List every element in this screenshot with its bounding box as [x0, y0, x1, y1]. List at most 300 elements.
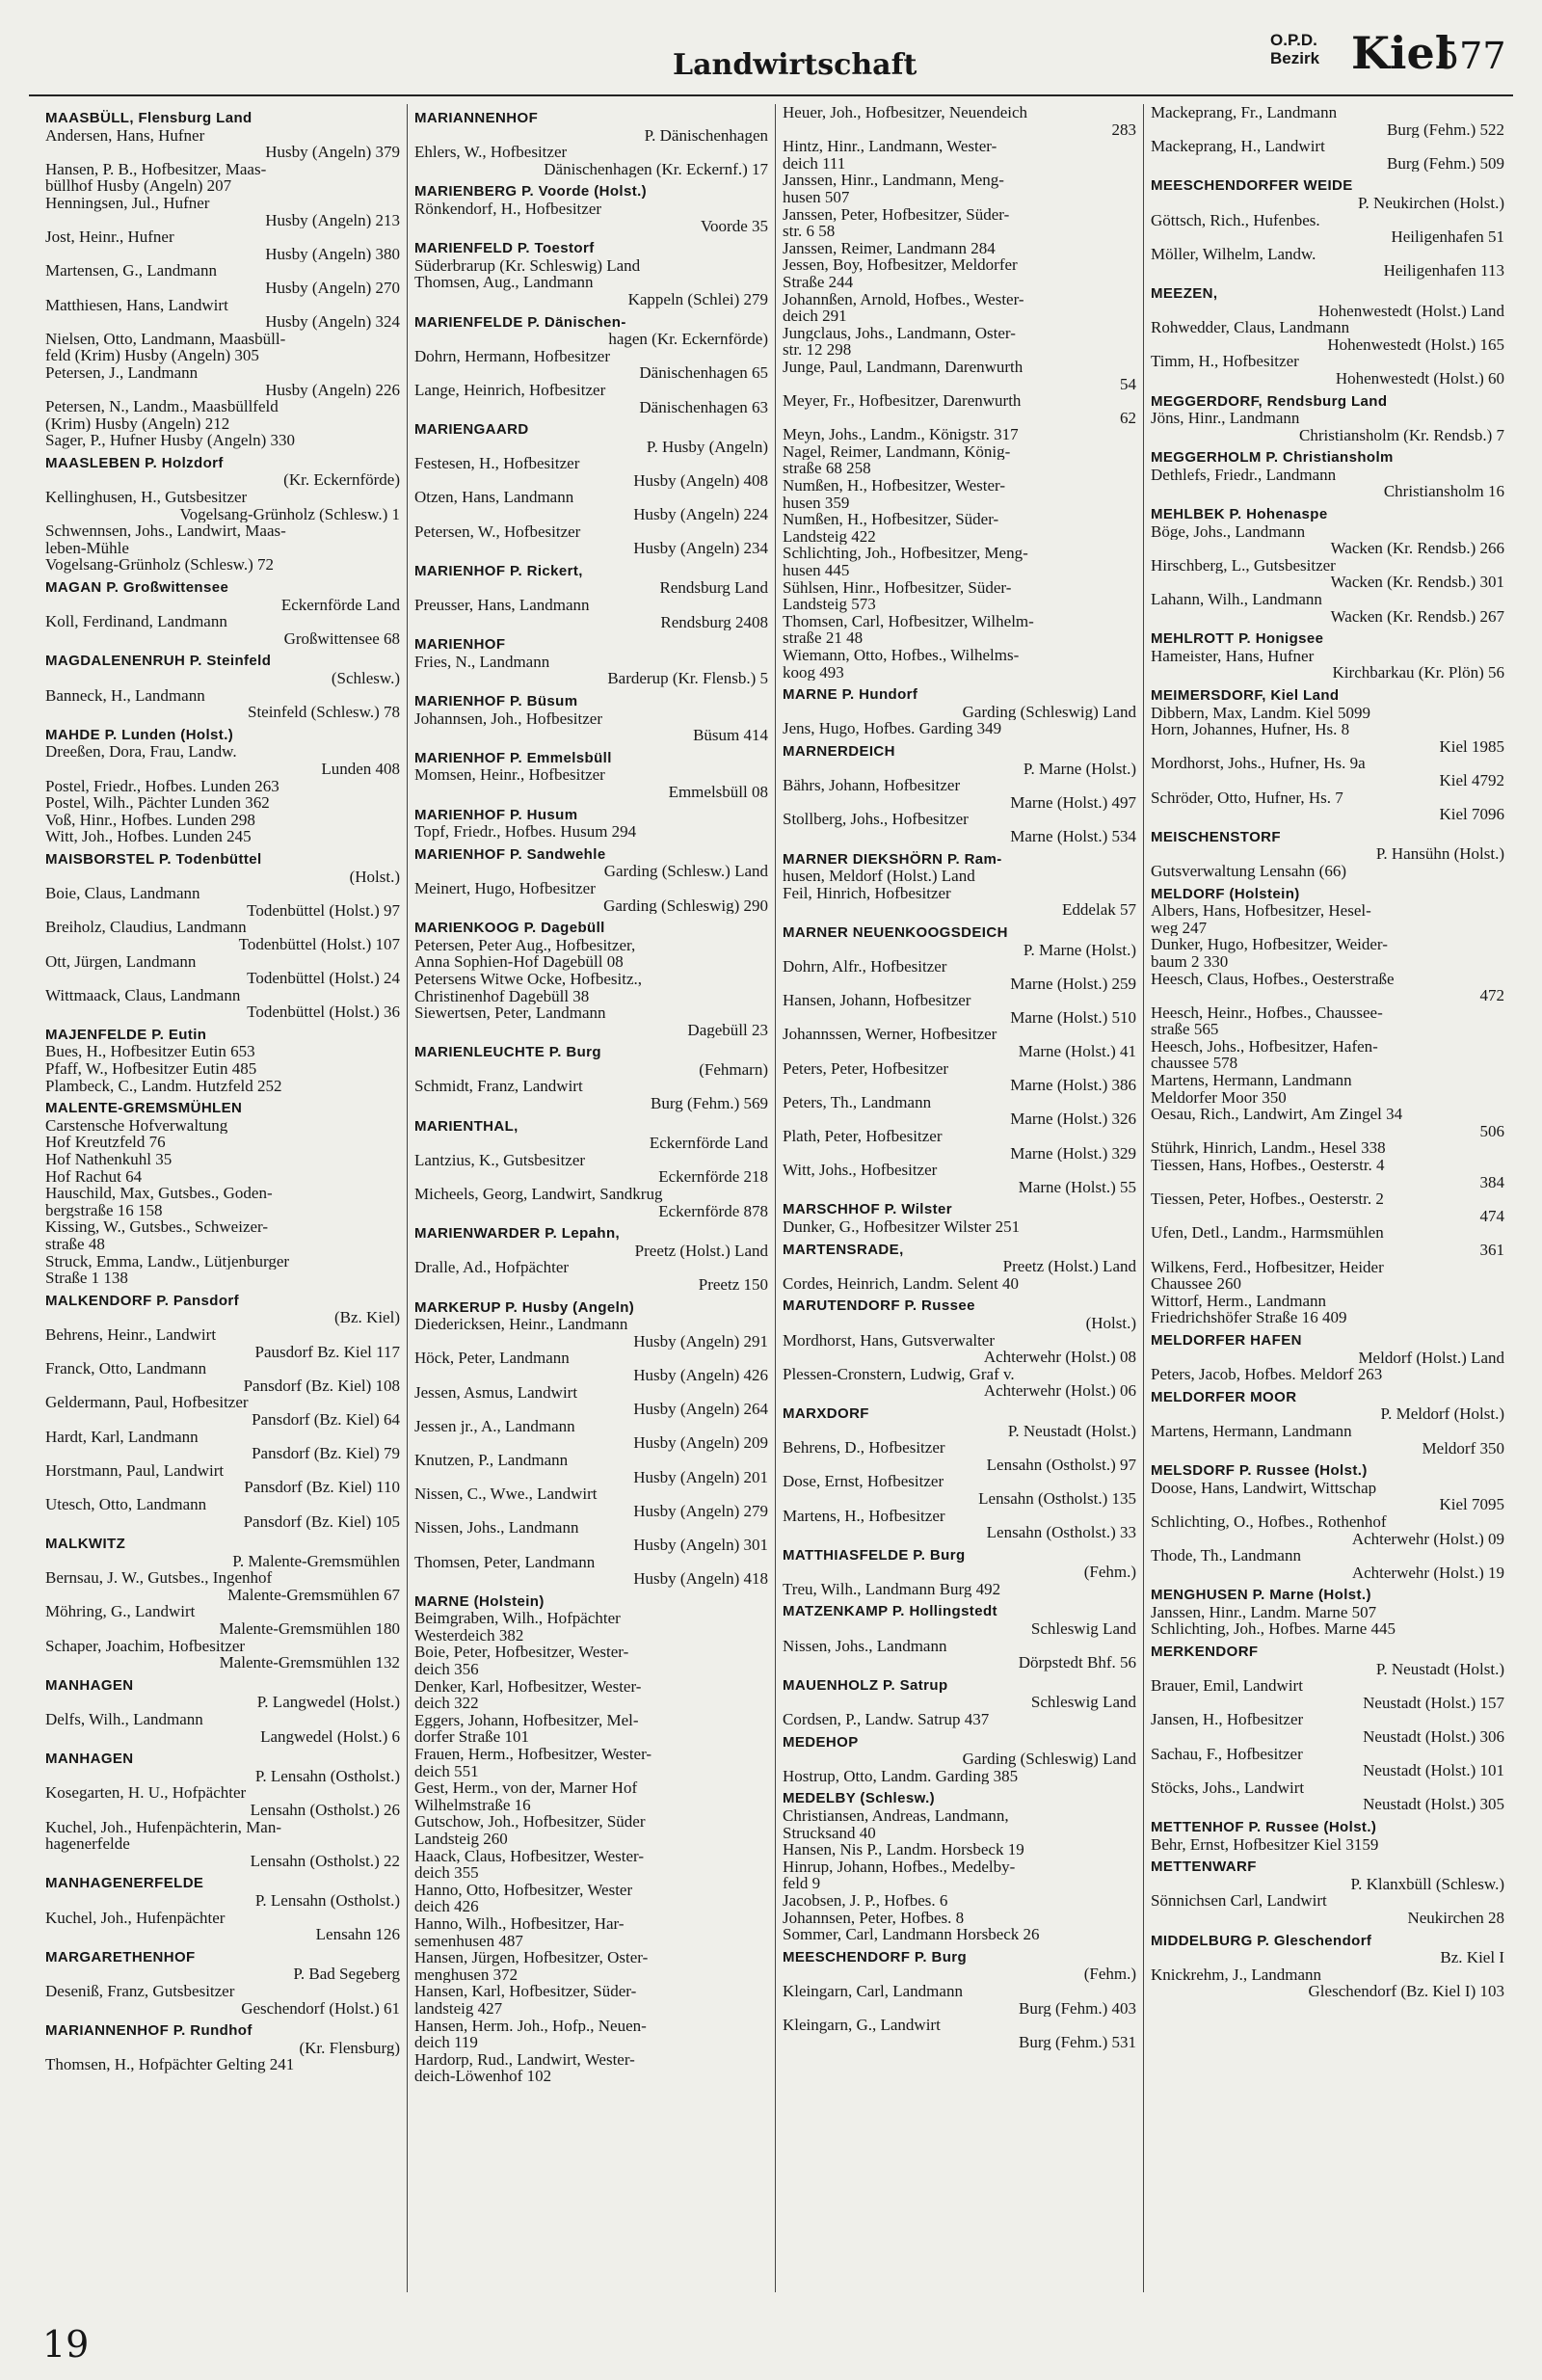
entry-line: Hardorp, Rud., Landwirt, Wester- — [414, 2050, 635, 2069]
entry-line: Tiessen, Peter, Hofbes., Oesterstr. 2 — [1151, 1190, 1384, 1208]
entry-line: Chaussee 260 — [1151, 1275, 1241, 1293]
entry-line: Husby (Angeln) 291 — [633, 1332, 768, 1350]
entry-line: Dagebüll 23 — [687, 1021, 768, 1039]
entry-line: Hauschild, Max, Gutsbes., Goden- — [45, 1185, 273, 1202]
place-heading: MAASBÜLL, Flensburg Land — [45, 110, 253, 126]
entry-line: Nagel, Reimer, Landmann, König- — [783, 442, 1011, 461]
entry-line: (Kr. Eckernförde) — [283, 471, 400, 490]
place-heading: MARNER NEUENKOOGSDEICH — [783, 923, 1008, 941]
entry-line: Martens, Hermann, Landmann — [1151, 1072, 1352, 1089]
entry-line: Großwittensee 68 — [283, 629, 400, 648]
entry-line: Dunker, G., Hofbesitzer Wilster 251 — [783, 1218, 1021, 1236]
entry-line: Siewertsen, Peter, Landmann — [414, 1004, 606, 1022]
entry-line: Mackeprang, Fr., Landmann — [1151, 104, 1338, 121]
entry-line: Lensahn 126 — [315, 1926, 400, 1943]
entry-line: 361 — [1479, 1242, 1504, 1259]
entry-line: Hof Nathenkuhl 35 — [45, 1151, 173, 1168]
entry-line: P. Husby (Angeln) — [646, 438, 768, 456]
entry-line: Kiel 4792 — [1439, 771, 1504, 789]
entry-line: Wittorf, Herm., Landmann — [1151, 1292, 1327, 1310]
place-heading: MELDORF (Holstein) — [1151, 885, 1300, 902]
entry-line: Achterwehr (Holst.) 09 — [1351, 1530, 1504, 1548]
place-heading: MATTHIASFELDE P. Burg — [783, 1546, 966, 1564]
entry-line: (Holst.) — [349, 868, 400, 886]
entry-line: Johannssen, Werner, Hofbesitzer — [783, 1026, 997, 1044]
entry-line: Wiemann, Otto, Hofbes., Wilhelms- — [783, 647, 1020, 664]
entry-line: Numßen, H., Hofbesitzer, Wester- — [783, 477, 1005, 495]
place-heading: MALKWITZ — [45, 1536, 126, 1553]
entry-line: Eckernförde Land — [649, 1135, 768, 1152]
place-heading: MARNERDEICH — [783, 742, 895, 760]
entry-line: weg 247 — [1151, 919, 1208, 937]
entry-line: Möller, Wilhelm, Landw. — [1151, 245, 1316, 263]
entry-line: Marne (Holst.) 510 — [1010, 1008, 1136, 1027]
place-heading: MARIENFELD P. Toestorf — [414, 240, 595, 257]
entry-line: Numßen, H., Hofbesitzer, Süder- — [783, 511, 999, 528]
entry-line: Marne (Holst.) 534 — [1010, 827, 1136, 845]
entry-line: Peters, Jacob, Hofbes. Meldorf 263 — [1151, 1366, 1383, 1383]
entry-line: Stöcks, Johs., Landwirt — [1151, 1778, 1305, 1797]
entry-line: Pansdorf (Bz. Kiel) 105 — [243, 1512, 400, 1531]
entry-line: Sommer, Carl, Landmann Horsbeck 26 — [783, 1926, 1040, 1943]
entry-line: Johannsen, Joh., Hofbesitzer — [414, 709, 602, 728]
entry-line: Sager, P., Hufner Husby (Angeln) 330 — [45, 432, 296, 449]
entry-line: Pansdorf (Bz. Kiel) 64 — [252, 1410, 400, 1429]
entry-line: Schlichting, Joh., Hofbes. Marne 445 — [1151, 1620, 1396, 1639]
entry-line: Festesen, H., Hofbesitzer — [414, 455, 580, 472]
entry-line: Lensahn (Ostholst.) 26 — [250, 1802, 400, 1819]
entry-line: Husby (Angeln) 226 — [265, 381, 400, 399]
entry-line: Kuchel, Joh., Hufenpächterin, Man- — [45, 1818, 282, 1836]
entry-line: hagen (Kr. Eckernförde) — [608, 331, 768, 348]
entry-line: Fries, N., Landmann — [414, 653, 550, 671]
entry-line: Dörpstedt Bhf. 56 — [1018, 1654, 1136, 1671]
entry-line: Geschendorf (Holst.) 61 — [241, 1999, 400, 2018]
place-heading: MERKENDORF — [1151, 1644, 1259, 1661]
entry-line: Hanno, Otto, Hofbesitzer, Wester — [414, 1881, 633, 1899]
entry-line: Anna Sophien-Hof Dagebüll 08 — [414, 953, 624, 971]
entry-line: Lensahn (Ostholst.) 22 — [250, 1852, 400, 1870]
entry-line: Otzen, Hans, Landmann — [414, 489, 574, 507]
entry-line: Schlichting, O., Hofbes., Rothenhof — [1151, 1512, 1387, 1531]
entry-line: Todenbüttel (Holst.) 36 — [247, 1003, 400, 1021]
entry-line: Hanno, Wilh., Hofbesitzer, Har- — [414, 1914, 625, 1933]
entry-line: Ott, Jürgen, Landmann — [45, 952, 197, 971]
entry-line: Husby (Angeln) 270 — [265, 279, 400, 297]
entry-line: Micheels, Georg, Landwirt, Sandkrug — [414, 1186, 663, 1203]
entry-line: Peters, Th., Landmann — [783, 1093, 932, 1111]
entry-line: Ehlers, W., Hofbesitzer — [414, 144, 568, 161]
entry-line: Dunker, Hugo, Hofbesitzer, Weider- — [1151, 936, 1388, 953]
entry-line: Christiansen, Andreas, Landmann, — [783, 1807, 1009, 1825]
entry-line: Garding (Schleswig) Land — [962, 703, 1136, 721]
entry-line: Banneck, H., Landmann — [45, 686, 205, 705]
entry-line: Pfaff, W., Hofbesitzer Eutin 485 — [45, 1060, 257, 1078]
entry-line: Hinrup, Johann, Hofbes., Medelby- — [783, 1858, 1016, 1876]
entry-line: Husby (Angeln) 264 — [633, 1401, 768, 1418]
entry-line: straße 21 48 — [783, 629, 864, 647]
entry-line: Husby (Angeln) 209 — [633, 1434, 768, 1452]
entry-line: Malente-Gremsmühlen 67 — [227, 1586, 400, 1604]
entry-line: Marne (Holst.) 497 — [1010, 793, 1136, 812]
place-heading: MATZENKAMP P. Hollingstedt — [783, 1603, 997, 1620]
column-3 — [775, 104, 1143, 2292]
place-heading: MARKERUP P. Husby (Angeln) — [414, 1298, 635, 1316]
place-heading: MARIENBERG P. Voorde (Holst.) — [414, 183, 648, 201]
entry-line: semenhusen 487 — [414, 1932, 523, 1950]
entry-line: baum 2 330 — [1151, 952, 1229, 971]
entry-line: Martens, Hermann, Landmann — [1151, 1422, 1352, 1440]
entry-line: Dohrn, Hermann, Hofbesitzer — [414, 347, 610, 365]
entry-line: Schaper, Joachim, Hofbesitzer — [45, 1637, 246, 1655]
entry-line: Petersen, J., Landmann — [45, 363, 199, 382]
entry-line: Janssen, Hinr., Landm. Marne 507 — [1151, 1603, 1377, 1621]
entry-line: Husby (Angeln) 201 — [633, 1468, 768, 1486]
entry-line: straße 565 — [1151, 1021, 1219, 1038]
column-4 — [1143, 104, 1511, 2292]
entry-line: Dohrn, Alfr., Hofbesitzer — [783, 958, 947, 976]
place-heading: MAGAN P. Großwittensee — [45, 579, 229, 597]
entry-line: Jessen, Boy, Hofbesitzer, Meldorfer — [783, 256, 1018, 274]
place-heading: MARIENGAARD — [414, 421, 529, 439]
entry-line: Sachau, F., Hofbesitzer — [1151, 1745, 1303, 1763]
entry-line: Kiel 1985 — [1439, 737, 1504, 756]
entry-line: husen 359 — [783, 494, 850, 512]
entry-line: Todenbüttel (Holst.) 97 — [247, 901, 400, 920]
place-heading: MELDORFER HAFEN — [1151, 1331, 1302, 1349]
district-label — [1270, 31, 1347, 67]
entry-line: Lensahn (Ostholst.) 97 — [986, 1456, 1136, 1474]
entry-line: Kleingarn, G., Landwirt — [783, 2017, 941, 2034]
place-heading: MARIENWARDER P. Lepahn, — [414, 1225, 621, 1243]
entry-line: Neustadt (Holst.) 101 — [1363, 1762, 1504, 1779]
entry-line: Franck, Otto, Landmann — [45, 1360, 207, 1377]
place-heading: MARXDORF — [783, 1404, 869, 1422]
entry-line: Wacken (Kr. Rendsb.) 301 — [1330, 574, 1504, 592]
entry-line: Dralle, Ad., Hofpächter — [414, 1259, 570, 1276]
entry-line: Malente-Gremsmühlen 132 — [219, 1654, 400, 1671]
page-code: 19 — [42, 2323, 90, 2366]
entry-line: Postel, Friedr., Hofbes. Lunden 263 — [45, 777, 279, 795]
place-heading: MARIENHOF P. Sandwehle — [414, 845, 606, 863]
entry-line: Marne (Holst.) 386 — [1010, 1077, 1136, 1094]
place-heading: MEGGERHOLM P. Christiansholm — [1151, 449, 1394, 467]
entry-line: Witt, Johs., Hofbesitzer — [783, 1162, 938, 1179]
entry-line: Steinfeld (Schlesw.) 78 — [247, 704, 400, 721]
place-heading: METTENHOF P. Russee (Holst.) — [1151, 1819, 1377, 1835]
entry-line: Janssen, Reimer, Landmann 284 — [783, 239, 996, 257]
entry-line: Nielsen, Otto, Landmann, Maasbüll- — [45, 330, 286, 348]
place-heading: MEHLBEK P. Hohenaspe — [1151, 506, 1328, 523]
entry-line: Meinert, Hugo, Hofbesitzer — [414, 879, 596, 897]
entry-line: Schleswig Land — [1030, 1620, 1136, 1638]
entry-line: Junge, Paul, Landmann, Darenwurth — [783, 358, 1024, 376]
place-heading: MEHLROTT P. Honigsee — [1151, 630, 1324, 648]
entry-line: Janssen, Hinr., Landmann, Meng- — [783, 172, 1004, 189]
entry-line: Brauer, Emil, Landwirt — [1151, 1677, 1303, 1695]
entry-line: Göttsch, Rich., Hufenbes. — [1151, 211, 1320, 229]
entry-line: 474 — [1479, 1207, 1504, 1225]
bezirk-label: Bezirk — [1270, 49, 1320, 67]
entry-line: Wilhelmstraße 16 — [414, 1796, 531, 1814]
entry-line: Eckernförde 218 — [658, 1168, 768, 1187]
entry-line: Jansen, H., Hofbesitzer — [1151, 1711, 1304, 1729]
entry-line: Strucksand 40 — [783, 1824, 876, 1842]
entry-line: 506 — [1479, 1122, 1504, 1140]
entry-line: P. Marne (Holst.) — [1023, 760, 1136, 778]
entry-line: Straße 1 138 — [45, 1270, 128, 1287]
entry-line: Gutsverwaltung Lensahn (66) — [1151, 862, 1347, 880]
entry-line: Meldorf (Holst.) Land — [1358, 1349, 1504, 1367]
entry-line: landsteig 427 — [414, 1999, 503, 2018]
entry-line: Landsteig 422 — [783, 527, 876, 546]
entry-line: Höck, Peter, Landmann — [414, 1350, 570, 1367]
entry-line: Eckernförde 878 — [658, 1202, 768, 1220]
entry-line: Neukirchen 28 — [1407, 1909, 1504, 1927]
entry-line: Neustadt (Holst.) 157 — [1363, 1694, 1504, 1712]
entry-line: Burg (Fehm.) 531 — [1019, 2033, 1136, 2051]
section-title: Landwirtschaft — [673, 48, 917, 82]
entry-line: Denker, Karl, Hofbesitzer, Wester- — [414, 1677, 642, 1696]
entry-line: P. Marne (Holst.) — [1023, 941, 1136, 959]
place-heading: MARIANNENHOF — [414, 110, 539, 126]
entry-line: Jöns, Hinr., Landmann — [1151, 410, 1300, 427]
place-heading: MELDORFER MOOR — [1151, 1388, 1297, 1405]
entry-line: Behr, Ernst, Hofbesitzer Kiel 3159 — [1151, 1835, 1379, 1854]
entry-line: Martens, H., Hofbesitzer — [783, 1507, 945, 1525]
column-1 — [39, 104, 407, 2292]
place-heading: MARIENHOF P. Husum — [414, 806, 578, 823]
entry-line: feld 9 — [783, 1875, 821, 1892]
entry-line: Gest, Herm., von der, Marner Hof — [414, 1779, 638, 1797]
entry-line: Ufen, Detl., Landm., Harmsmühlen — [1151, 1224, 1384, 1242]
entry-line: Pansdorf (Bz. Kiel) 110 — [244, 1479, 400, 1496]
place-heading: MARIENHOF — [414, 636, 506, 654]
entry-line: Hansen, Herm. Joh., Hofp., Neuen- — [414, 2017, 647, 2035]
entry-line: Hof Rachut 64 — [45, 1167, 143, 1186]
entry-line: Rendsburg Land — [659, 579, 768, 598]
entry-line: Burg (Fehm.) 509 — [1387, 154, 1504, 173]
entry-line: str. 12 298 — [783, 341, 852, 359]
entry-line: Preetz (Holst.) Land — [1002, 1258, 1136, 1275]
entry-line: Lange, Heinrich, Hofbesitzer — [414, 381, 606, 399]
entry-line: Dose, Ernst, Hofbesitzer — [783, 1473, 944, 1490]
entry-line: Voß, Hinr., Hofbes. Lunden 298 — [45, 811, 255, 829]
entry-line: Husby (Angeln) 379 — [265, 144, 400, 161]
entry-line: Schmidt, Franz, Landwirt — [414, 1078, 583, 1096]
entry-line: Voorde 35 — [700, 217, 768, 235]
entry-line: Postel, Wilh., Pächter Lunden 362 — [45, 794, 270, 812]
place-heading: MARNER DIEKSHÖRN P. Ram- — [783, 850, 1002, 868]
place-heading: MALKENDORF P. Pansdorf — [45, 1292, 240, 1309]
entry-line: Stollberg, Johs., Hofbesitzer — [783, 811, 969, 828]
entry-line: Wacken (Kr. Rendsb.) 267 — [1330, 607, 1504, 626]
entry-line: Wacken (Kr. Rendsb.) 266 — [1330, 540, 1504, 557]
entry-line: Andersen, Hans, Hufner — [45, 126, 205, 145]
entry-line: Todenbüttel (Holst.) 24 — [247, 970, 400, 987]
entry-line: Dreeßen, Dora, Frau, Landw. — [45, 743, 237, 761]
entry-line: Kiel 7095 — [1439, 1496, 1504, 1513]
entry-line: Meldorfer Moor 350 — [1151, 1088, 1287, 1107]
entry-line: P. Neustadt (Holst.) — [1007, 1422, 1136, 1440]
entry-line: Rönkendorf, H., Hofbesitzer — [414, 200, 602, 218]
place-heading: MALENTE-GREMSMÜHLEN — [45, 1100, 243, 1117]
entry-line: deich 119 — [414, 2034, 478, 2051]
entry-line: Marne (Holst.) 326 — [1010, 1110, 1136, 1129]
entry-line: Heuer, Joh., Hofbesitzer, Neuendeich — [783, 104, 1028, 121]
entry-line: Bues, H., Hofbesitzer Eutin 653 — [45, 1043, 255, 1061]
entry-line: Malente-Gremsmühlen 180 — [219, 1620, 400, 1638]
entry-line: Husby (Angeln) 279 — [633, 1502, 768, 1520]
entry-line: Plambeck, C., Landm. Hutzfeld 252 — [45, 1077, 282, 1095]
entry-line: Lahann, Wilh., Landmann — [1151, 591, 1322, 608]
entry-line: Kleingarn, Carl, Landmann — [783, 1982, 963, 2000]
entry-line: Witt, Joh., Hofbes. Lunden 245 — [45, 828, 252, 845]
entry-line: Petersen, W., Hofbesitzer — [414, 522, 581, 541]
entry-line: Bernsau, J. W., Gutsbes., Ingenhof — [45, 1569, 273, 1587]
entry-line: Petersen, Peter Aug., Hofbesitzer, — [414, 936, 636, 954]
entry-line: Achterwehr (Holst.) 06 — [983, 1382, 1136, 1400]
entry-line: Tiessen, Hans, Hofbes., Oesterstr. 4 — [1151, 1157, 1385, 1174]
entry-line: Rendsburg 2408 — [660, 613, 768, 631]
entry-line: Carstensche Hofverwaltung — [45, 1116, 228, 1135]
entry-line: Delfs, Wilh., Landmann — [45, 1711, 203, 1728]
entry-line: P. Meldorf (Holst.) — [1380, 1405, 1504, 1423]
entry-line: Eggers, Johann, Hofbesitzer, Mel- — [414, 1711, 639, 1729]
entry-line: Dänischenhagen 65 — [639, 364, 768, 382]
place-heading: MANHAGEN — [45, 1676, 134, 1694]
entry-line: Jost, Heinr., Hufner — [45, 228, 174, 246]
entry-line: Husby (Angeln) 324 — [265, 313, 400, 331]
entry-line: Kosegarten, H. U., Hofpächter — [45, 1784, 247, 1802]
place-heading: MEESCHENDORF P. Burg — [783, 1948, 968, 1966]
entry-line: Neustadt (Holst.) 306 — [1363, 1728, 1504, 1746]
entry-line: (Krim) Husby (Angeln) 212 — [45, 414, 230, 433]
entry-line: Momsen, Heinr., Hofbesitzer — [414, 766, 605, 784]
entry-line: Topf, Friedr., Hofbes. Husum 294 — [414, 823, 637, 841]
entry-line: Husby (Angeln) 301 — [633, 1536, 768, 1554]
entry-line: Marne (Holst.) 55 — [1018, 1178, 1136, 1196]
entry-line: Utesch, Otto, Landmann — [45, 1495, 207, 1513]
entry-line: Doose, Hans, Landwirt, Wittschap — [1151, 1479, 1377, 1497]
entry-line: Stührk, Hinrich, Landm., Hesel 338 — [1151, 1139, 1386, 1158]
place-heading: MAHDE P. Lunden (Holst.) — [45, 726, 234, 743]
entry-line: hagenerfelde — [45, 1835, 130, 1853]
entry-line: P. Malente-Gremsmühlen — [232, 1552, 400, 1570]
city-name: Kiel — [1351, 27, 1452, 79]
entry-line: Geldermann, Paul, Hofbesitzer — [45, 1394, 249, 1411]
entry-line: Marne (Holst.) 259 — [1010, 975, 1136, 993]
entry-line: Petersen, N., Landm., Maasbüllfeld — [45, 398, 279, 415]
entry-line: Westerdeich 382 — [414, 1626, 524, 1645]
entry-line: Preusser, Hans, Landmann — [414, 597, 590, 614]
entry-line: Schröder, Otto, Hufner, Hs. 7 — [1151, 789, 1343, 807]
entry-line: Behrens, Heinr., Landwirt — [45, 1325, 217, 1344]
entry-line: deich 426 — [414, 1898, 479, 1915]
entry-line: Koll, Ferdinand, Landmann — [45, 613, 227, 630]
entry-line: Albers, Hans, Hofbesitzer, Hesel- — [1151, 902, 1371, 920]
entry-line: feld (Krim) Husby (Angeln) 305 — [45, 347, 259, 364]
entry-line: Johannsen, Peter, Hofbes. 8 — [783, 1909, 965, 1927]
entry-line: Schlichting, Joh., Hofbesitzer, Meng- — [783, 545, 1028, 563]
entry-line: Sühlsen, Hinr., Hofbesitzer, Süder- — [783, 578, 1012, 597]
place-heading: METTENWARF — [1151, 1859, 1257, 1876]
entry-line: Vogelsang-Grünholz (Schlesw.) 1 — [179, 505, 400, 523]
entry-line: Thomsen, Carl, Hofbesitzer, Wilhelm- — [783, 612, 1034, 630]
entry-line: Hintz, Hinr., Landmann, Wester- — [783, 138, 997, 155]
entry-line: Cordsen, P., Landw. Satrup 437 — [783, 1711, 990, 1728]
entry-line: Süderbrarup (Kr. Schleswig) Land — [414, 256, 641, 275]
entry-line: deich 551 — [414, 1762, 479, 1780]
entry-line: (Fehm.) — [1083, 1966, 1136, 1983]
place-heading: MAUENHOLZ P. Satrup — [783, 1676, 948, 1694]
entry-line: Cordes, Heinrich, Landm. Selent 40 — [783, 1274, 1020, 1293]
entry-line: Heesch, Johs., Hofbesitzer, Hafen- — [1151, 1037, 1378, 1056]
entry-line: 62 — [1120, 409, 1136, 427]
entry-line: Eddelak 57 — [1062, 901, 1136, 919]
place-heading: MARIENHOF P. Emmelsbüll — [414, 749, 612, 766]
entry-line: Kellinghusen, H., Gutsbesitzer — [45, 489, 248, 506]
entry-line: Garding (Schleswig) Land — [962, 1751, 1136, 1768]
entry-line: Mordhorst, Johs., Hufner, Hs. 9a — [1151, 755, 1366, 772]
entry-line: Frauen, Herm., Hofbesitzer, Wester- — [414, 1746, 652, 1763]
place-heading: MARTENSRADE, — [783, 1241, 904, 1258]
entry-line: Oesau, Rich., Landwirt, Am Zingel 34 — [1151, 1106, 1403, 1123]
entry-line: Böge, Johs., Landmann — [1151, 522, 1306, 541]
entry-line: Husby (Angeln) 418 — [633, 1570, 768, 1588]
entry-line: Nissen, C., Wwe., Landwirt — [414, 1485, 598, 1503]
entry-line: husen 507 — [783, 188, 850, 206]
entry-line: Eckernförde Land — [280, 596, 400, 614]
entry-line: Rohwedder, Claus, Landmann — [1151, 319, 1350, 336]
entry-line: deich-Löwenhof 102 — [414, 2068, 552, 2085]
entry-line: Lensahn (Ostholst.) 135 — [978, 1489, 1136, 1508]
entry-line: Hansen, Jürgen, Hofbesitzer, Oster- — [414, 1949, 649, 1966]
place-heading: MARGARETHENHOF — [45, 1948, 196, 1966]
entry-line: leben-Mühle — [45, 539, 129, 557]
entry-line: Meyer, Fr., Hofbesitzer, Darenwurth — [783, 392, 1022, 410]
entry-line: Mackeprang, H., Landwirt — [1151, 138, 1325, 155]
entry-line: P. Langwedel (Holst.) — [256, 1694, 400, 1712]
entry-line: deich 322 — [414, 1695, 479, 1712]
column-2 — [407, 104, 775, 2292]
entry-line: Dethlefs, Friedr., Landmann — [1151, 466, 1337, 484]
entry-line: 472 — [1479, 987, 1504, 1004]
entry-line: P. Klanxbüll (Schlesw.) — [1350, 1875, 1504, 1893]
entry-line: koog 493 — [783, 663, 844, 682]
entry-line: Hansen, Johann, Hofbesitzer — [783, 992, 971, 1009]
entry-line: Johannßen, Arnold, Hofbes., Wester- — [783, 290, 1024, 308]
entry-line: Marne (Holst.) 41 — [1018, 1043, 1136, 1060]
place-heading: MIDDELBURG P. Gleschendorf — [1151, 1932, 1372, 1949]
entry-line: Schleswig Land — [1030, 1694, 1136, 1712]
entry-line: Diedericksen, Heinr., Landmann — [414, 1316, 628, 1333]
entry-line: Boie, Claus, Landmann — [45, 885, 200, 902]
entry-line: P. Lensahn (Ostholst.) — [254, 1891, 400, 1910]
entry-line: 283 — [1111, 120, 1136, 139]
entry-line: (Fehmarn) — [699, 1060, 768, 1079]
entry-line: P. Neukirchen (Holst.) — [1357, 194, 1504, 212]
entry-line: Nissen, Johs., Landmann — [783, 1637, 947, 1655]
place-heading: MARIENLEUCHTE P. Burg — [414, 1044, 601, 1061]
entry-line: Friedrichshöfer Straße 16 409 — [1151, 1309, 1347, 1326]
entry-line: Möhring, G., Landwirt — [45, 1603, 196, 1621]
entry-line: Christiansholm (Kr. Rendsb.) 7 — [1299, 426, 1504, 444]
place-heading: MARIENHOF P. Rickert, — [414, 562, 583, 579]
entry-line: Timm, H., Hofbesitzer — [1151, 353, 1299, 370]
entry-line: Büsum 414 — [693, 727, 768, 744]
entry-line: 54 — [1120, 375, 1136, 393]
